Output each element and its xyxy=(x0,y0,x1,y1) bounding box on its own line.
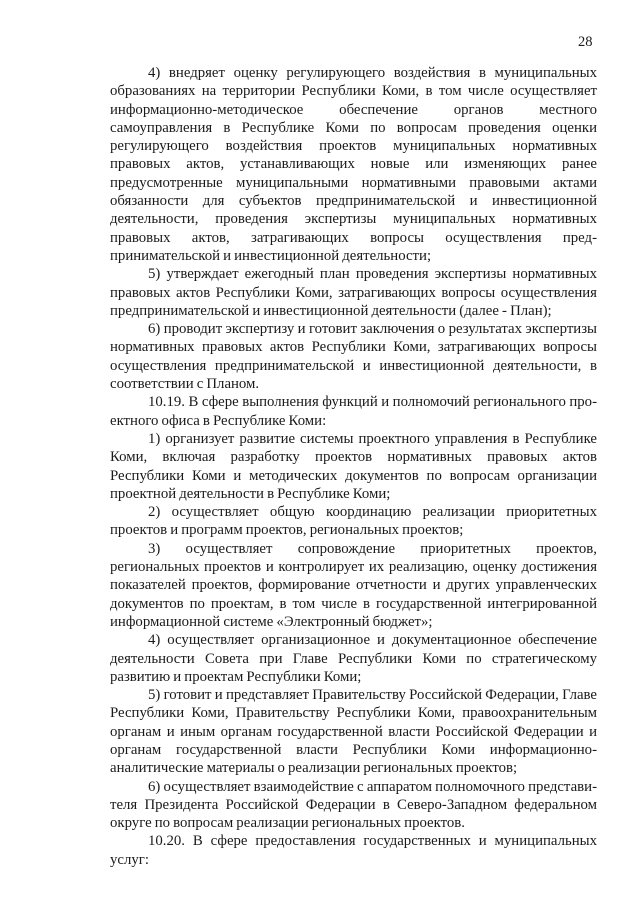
paragraph-2-coordination: 2) осуществляет общую координацию реализации приоритетных проектов и программ проектов, региональных проектов; xyxy=(110,504,597,539)
document-body xyxy=(110,64,597,869)
paragraph-5-annual-plan: 5) утверждает ежегодный план проведения экспертизы нормативных правовых актов Республики Коми, затрагивающих вопросы осуществления предпринимательской и инвестиционной деятельности (далее - План); xyxy=(110,266,597,319)
paragraph-4-council-support: 4) осуществляет организационное и документационное обеспечение деятельности Совета при Главе Республики Коми по стратегическому развитию и проектам Республики Коми; xyxy=(110,632,597,685)
paragraph-4-ria-municipal: 4) внедряет оценку регулирующего воздействия в муниципальных образованиях на территории Республики Коми, в том числе осуществляет информационно-методическое обеспечение органов местного самоуправления в Республике Коми по вопросам проведения оценки регулирующего воздействия проектов муниципальных нормативных правовых актов, устанавливающих новые или изменяющих ранее предусмотренные муниципальными нормативными правовыми актами обязанности для субъектов предпринимательской и инвестиционной деятельности, проведения экспертизы муниципальных нормативных правовых актов, затрагивающих вопросы осуществления предпринимательской и инвестиционной деятельности; xyxy=(110,65,597,264)
section-10-20-heading: 10.20. В сфере предоставления государственных и муниципальных услуг: xyxy=(110,833,597,868)
paragraph-5-analytics: 5) готовит и представляет Правительству Российской Федерации, Главе Республики Коми, Правительству Республики Коми, правоохранительным органам и иным органам государственной власти Российской Федерации и органам государственной власти Республики Коми информационно-аналитические материалы о реализации региональных проектов; xyxy=(110,687,597,777)
page-number: 28 xyxy=(578,34,593,50)
paragraph-3-support: 3) осуществляет сопровождение приоритетных проектов, региональных проектов и контролирует их реализацию, оценку достижения показателей проектов, формирование отчетности и других управленческих документов по проектам, в том числе в государственной интегрированной информационной системе «Электронный бюджет»; xyxy=(110,540,597,630)
paragraph-6-interaction: 6) осуществляет взаимодействие с аппаратом полномочного представителя Президента Российской Федерации в Северо-Западном федеральном округе по вопросам реализации региональных проектов. xyxy=(110,778,597,832)
paragraph-1-project-management: 1) организует развитие системы проектного управления в Республике Коми, включая разработку проектов нормативных правовых актов Республики Коми и методических документов по вопросам организации проектной деятельности в Республике Коми; xyxy=(110,430,597,502)
section-10-19-heading: 10.19. В сфере выполнения функций и полномочий регионального проектного офиса в Республике Коми: xyxy=(110,394,597,429)
paragraph-6-expertise: 6) проводит экспертизу и готовит заключения о результатах экспертизы нормативных правовых актов Республики Коми, затрагивающих вопросы осуществления предпринимательской и инвестиционной деятельности, в соответствии с Планом. xyxy=(110,321,597,393)
